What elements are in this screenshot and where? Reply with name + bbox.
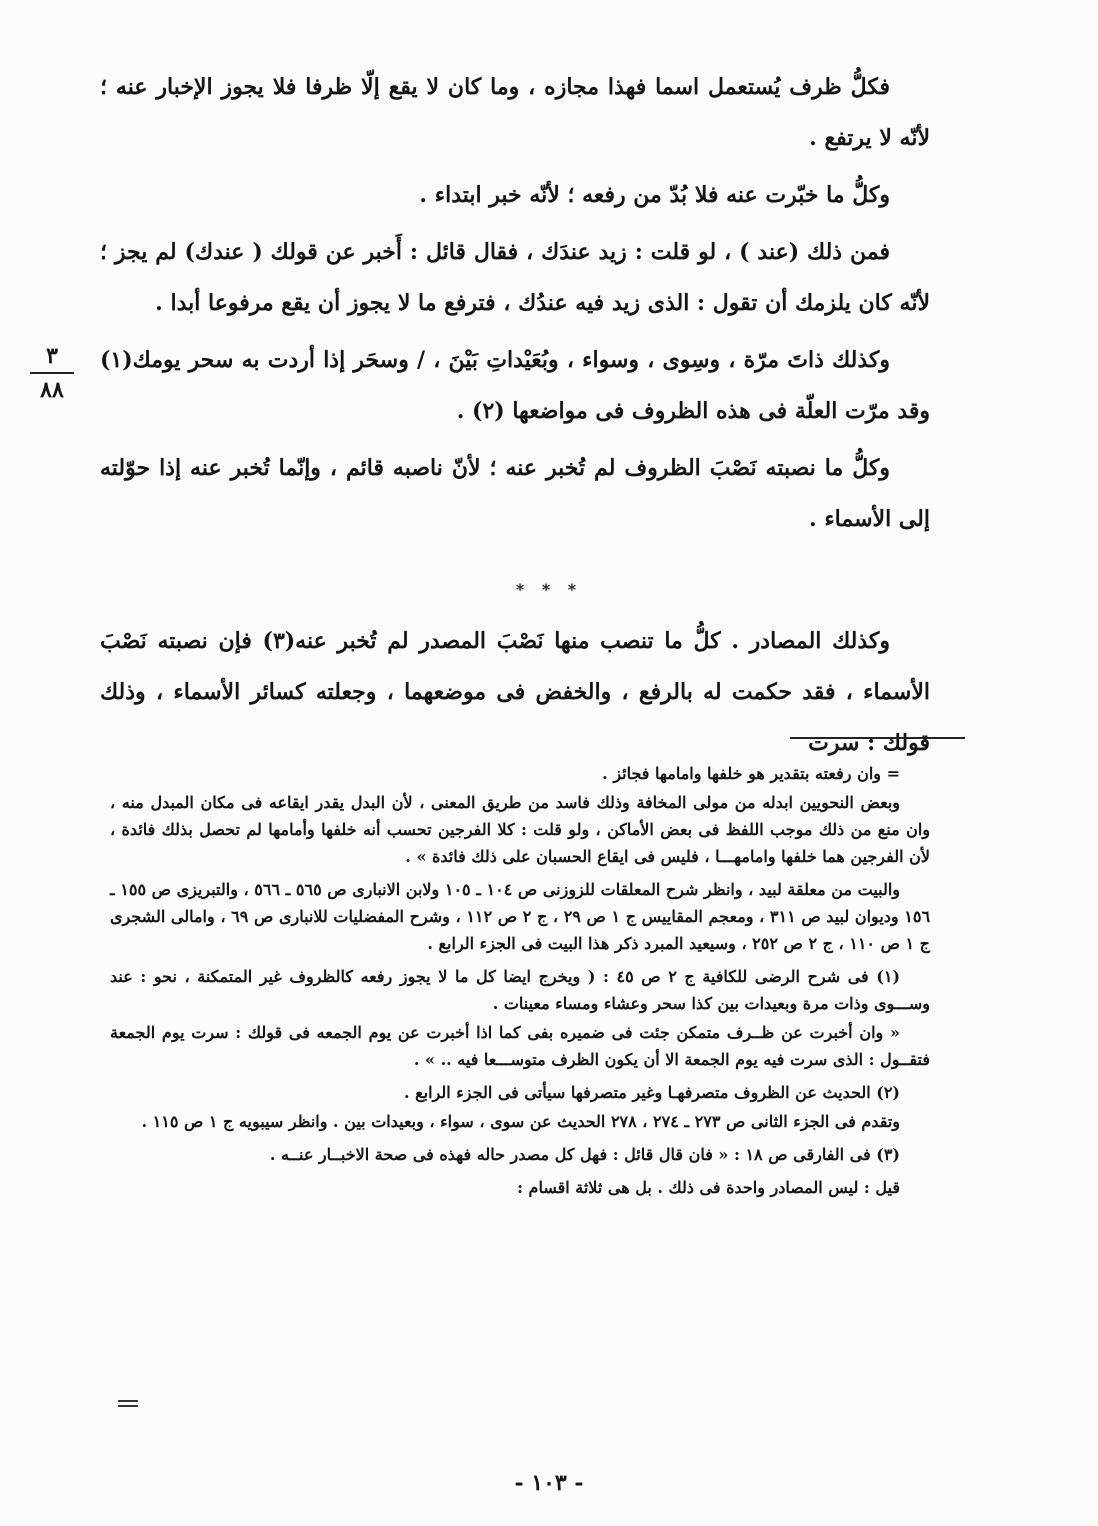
body-paragraph: فكلُّ ظرف يُستعمل اسما فهذا مجازه ، وما كان لا يقع إلّا ظرفا فلا يجوز الإخبار عنه ؛ لأنّه لا يرتفع . — [100, 74, 930, 151]
margin-page-reference — [26, 343, 78, 403]
footnote-line: (٣) فى الفارقى ص ١٨ : « فان قال قائل : فهل كل مصدر حاله فهذه فى صحة الاخبــار عنــه . — [269, 1145, 900, 1164]
footnote-line: « وان أخبرت عن ظــرف متمكن جئت فى ضميره بفى كما اذا أخبرت عن يوم الجمعه فى قولك : سرت يوم الجمعة فتقــول : الذى سرت فيه يوم الجمعة الا أن يكون الظرف متوســـعا فيه .. » . — [110, 1023, 930, 1069]
footnote-line: قيل : ليس المصادر واحدة فى ذلك . بل هى ثلاثة اقسام : — [517, 1178, 900, 1197]
main-text-block — [100, 62, 930, 551]
continuation-mark — [118, 1400, 138, 1407]
body-paragraph: وكلُّ ما نصبته نَصْبَ الظروف لم تُخبر عنه ؛ لأنّ ناصبه قائم ، وإنّما تُخبر عنه إذا حوّلته إلى الأسماء . — [100, 455, 930, 532]
body-paragraph: وكلُّ ما خبّرت عنه فلا بُدّ من رفعه ؛ لأنّه خبر ابتداء . — [419, 182, 890, 208]
margin-ref-bottom: ٨٨ — [40, 377, 64, 403]
body-paragraph: فمن ذلك (عند ) ، لو قلت : زيد عندَك ، فقال قائل : أَخبر عن قولك ( عندك) لم يجز ؛ لأنّه كان يلزمك أن تقول : الذى زيد فيه عندُك ، فترفع ما لا يجوز أن يقع مرفوعا أبدا . — [100, 239, 930, 316]
footnote-line: والبيت من معلقة لبيد ، وانظر شرح المعلقات للزوزنى ص ١٠٤ ـ ١٠٥ ولابن الانبارى ص ٥٦٥ ـ ٥٦٦ ، والتبريزى ص ١٥٥ ـ ١٥٦ وديوان لبيد ص ٣١١ ، ومعجم المقاييس ج ١ ص ٢٩ ، ج ٢ ص ١١٢ ، وشرح المفضليات للانبارى ص ٦٩ ، وامالى الشجرى ج ١ ص ١١٠ ، ج ٢ ص ٢٥٢ ، وسيعيد المبرد ذكر هذا البيت فى الجزء الرابع . — [110, 880, 931, 953]
body-paragraph: وكذلك المصادر . كلُّ ما تنصب منها نَصْبَ المصدر لم تُخبر عنه(٣) فإن نصبته نَصْبَ الأسماء ، فقد حكمت له بالرفع ، والخفض فى موضعهما ، وجعلته كسائر الأسماء ، وذلك قولك : سرت — [100, 628, 930, 756]
footnote-line: (٢) الحديث عن الظروف متصرفهـا وغير متصرفها سيأتى فى الجزء الرابع . — [404, 1083, 900, 1102]
section-separator: * * * — [515, 580, 583, 599]
margin-ref-top: ٣ — [46, 343, 58, 369]
footnote-line: وبعض النحويين ابدله من مولى المخافة وذلك فاسد من طريق المعنى ، لأن البدل يقدر ايقاعه فى مكان المبدل منه ، وان منع من ذلك موجب اللفظ فى بعض الأماكن ، ولو قلت : كلا الفرجين تحسب أنه خلفها وأمامها لم تحصل بذلك فائدة ، لأن الفرجين هما خلفها وامامهـــا ، فليس فى ايقاع الحسبان على ذلك فائدة » . — [110, 793, 930, 866]
footnote-line: وتقدم فى الجزء الثانى ص ٢٧٣ ـ ٢٧٤ ، ٢٧٨ الحديث عن سوى ، سواء ، وبعيدات بين . وانظر سيبويه ج ١ ص ١١٥ . — [141, 1112, 900, 1131]
main-text-block-2 — [100, 616, 930, 775]
footnote-line: (١) فى شرح الرضى للكافية ج ٢ ص ٤٥ : ( ويخرج ايضا كل ما لا يجوز رفعه كالظروف غير المتمكنة ، نحو : عند وســـوى وذات مرة وبعيدات بين كذا سحر وعشاء ومساء معينات . — [110, 967, 930, 1013]
margin-ref-rule — [30, 372, 74, 374]
body-paragraph: وكذلك ذاتَ مرّة ، وسِوى ، وسواء ، وبُعَيْداتِ بَيْنَ ، / وسحَر إذا أردت به سحر يومك(١) وقد مرّت العلّة فى هذه الظروف فى مواضعها (٢) . — [100, 347, 930, 424]
footnotes-block — [110, 760, 930, 1203]
page-number: - ١٠٣ - — [514, 1470, 584, 1496]
footnote-line: = وان رفعته بتقدير هو خلفها وامامها فجائز . — [602, 764, 900, 783]
footnote-divider — [790, 737, 965, 739]
